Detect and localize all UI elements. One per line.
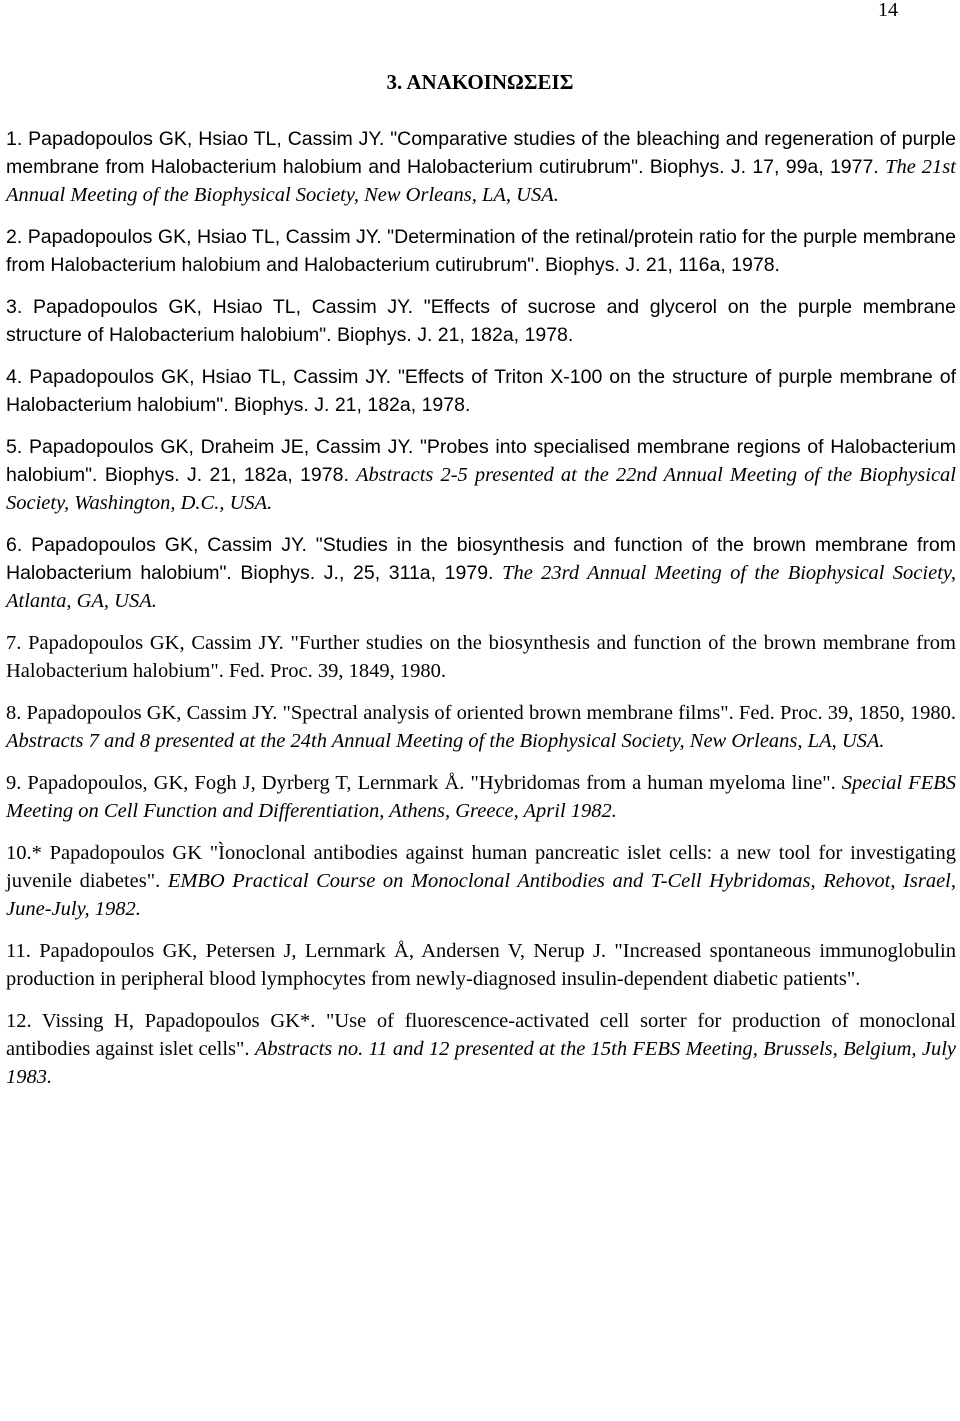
page-number: 14 <box>878 0 898 21</box>
entry-citation: 1. Papadopoulos GK, Hsiao TL, Cassim JY. "Comparative studies of the bleaching and regeneration of purple membrane from Halobacterium halobium and Halobacterium cutirubrum". Biophys. J. 17, 99a, 1977. <box>6 128 956 178</box>
list-item <box>6 1007 956 1091</box>
entry-citation: 2. Papadopoulos GK, Hsiao TL, Cassim JY. "Determination of the retinal/protein ratio for the purple membrane from Halobacterium halobium and Halobacterium cutirubrum". Biophys. J. 21, 116a, 1978. <box>6 226 956 276</box>
entry-citation: 8. Papadopoulos GK, Cassim JY. "Spectral analysis of oriented brown membrane films". Fed. Proc. 39, 1850, 1980. <box>6 702 956 724</box>
entry-meeting: Special FEBS Meeting on Cell Function and Differentiation, Athens, Greece, April 1982. <box>6 772 956 822</box>
entry-meeting: EMBO Practical Course on Monoclonal Antibodies and T-Cell Hybridomas, Rehovot, Israel, June-July, 1982. <box>6 870 956 920</box>
list-item <box>6 629 956 685</box>
list-item <box>6 125 956 209</box>
entry-citation: 9. Papadopoulos, GK, Fogh J, Dyrberg T, Lernmark Å. "Hybridomas from a human myeloma line". <box>6 772 842 794</box>
list-item <box>6 839 956 923</box>
abstract-note: Abstracts 2-5 presented at the 22nd Annual Meeting of the Biophysical Society, Washington, D.C., USA. <box>6 464 956 514</box>
list-item <box>6 531 956 615</box>
section-title: 3. ΑΝΑΚΟΙΝΩΣΕΙΣ <box>386 70 574 94</box>
list-item <box>6 223 956 279</box>
list-item <box>6 699 956 755</box>
publication-list <box>6 125 956 1105</box>
list-item <box>6 363 956 419</box>
entry-citation: 4. Papadopoulos GK, Hsiao TL, Cassim JY. "Effects of Triton X-100 on the structure of purple membrane of Halobacterium halobium". Biophys. J. 21, 182a, 1978. <box>6 366 956 416</box>
entry-citation: 6. Papadopoulos GK, Cassim JY. "Studies in the biosynthesis and function of the brown membrane from Halobacterium halobium". Biophys. J., 25, 311a, 1979. <box>6 534 956 584</box>
abstract-note: Abstracts 7 and 8 presented at the 24th Annual Meeting of the Biophysical Society, New Orleans, LA, USA. <box>6 730 885 752</box>
list-item <box>6 293 956 349</box>
entry-citation: 11. Papadopoulos GK, Petersen J, Lernmark Å, Andersen V, Nerup J. "Increased spontaneous immunoglobulin production in peripheral blood lymphocytes from newly-diagnosed insulin-dependent diabetic patients". <box>6 940 956 990</box>
entry-citation: 7. Papadopoulos GK, Cassim JY. "Further studies on the biosynthesis and function of the brown membrane from Halobacterium halobium". Fed. Proc. 39, 1849, 1980. <box>6 632 956 682</box>
list-item <box>6 433 956 517</box>
entry-citation: 10.* Papadopoulos GK "Ìonoclonal antibodies against human pancreatic islet cells: a new tool for investigating juvenile diabetes". <box>6 842 956 892</box>
entry-citation: 3. Papadopoulos GK, Hsiao TL, Cassim JY. "Effects of sucrose and glycerol on the purple membrane structure of Halobacterium halobium". Biophys. J. 21, 182a, 1978. <box>6 296 956 346</box>
entry-meeting: The 23rd Annual Meeting of the Biophysical Society, Atlanta, GA, USA. <box>6 562 956 612</box>
entry-citation: 12. Vissing H, Papadopoulos GK*. "Use of fluorescence-activated cell sorter for production of monoclonal antibodies against islet cells". <box>6 1010 956 1060</box>
entry-citation: 5. Papadopoulos GK, Draheim JE, Cassim JY. "Probes into specialised membrane regions of Halobacterium halobium". Biophys. J. 21, 182a, 1978. <box>6 436 956 486</box>
list-item <box>6 937 956 993</box>
entry-meeting: The 21st Annual Meeting of the Biophysical Society, New Orleans, LA, USA. <box>6 156 956 206</box>
list-item <box>6 769 956 825</box>
entry-meeting: Abstracts no. 11 and 12 presented at the 15th FEBS Meeting, Brussels, Belgium, July 1983. <box>6 1038 956 1088</box>
